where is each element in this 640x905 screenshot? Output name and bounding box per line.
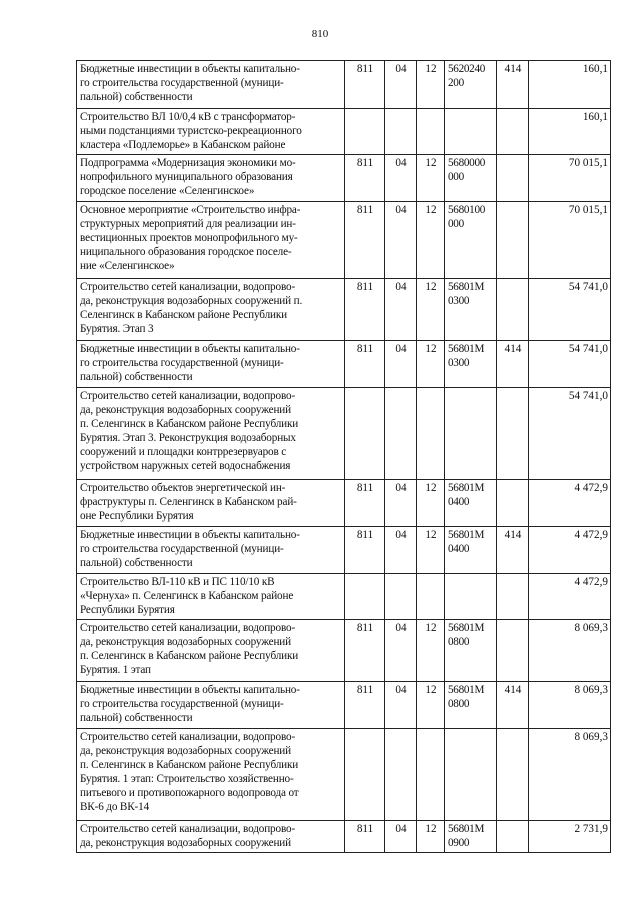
- rz-cell: 04: [385, 527, 417, 574]
- csr-cell: [445, 729, 497, 821]
- rz-cell: [385, 109, 417, 155]
- row-name: Строительство ВЛ-110 кВ и ПС 110/10 кВ «Чернуха» п. Селенгинск в Кабанском районе Республики Бурятия: [80, 576, 294, 616]
- budget-table: [76, 60, 611, 853]
- sum-cell: 8 069,3: [529, 682, 611, 729]
- row-name-cell: [77, 527, 345, 574]
- row-name-cell: [77, 729, 345, 821]
- csr-code: 56801М 0400: [448, 529, 485, 555]
- csr-cell: [445, 279, 497, 341]
- rz-cell: 04: [385, 682, 417, 729]
- sum-cell: 54 741,0: [529, 279, 611, 341]
- glava-cell: 811: [345, 61, 385, 109]
- csr-cell: [445, 480, 497, 527]
- pr-cell: 12: [417, 821, 445, 853]
- glava-cell: 811: [345, 202, 385, 279]
- row-name-cell: [77, 341, 345, 388]
- table-row: [77, 341, 611, 388]
- vr-cell: [497, 821, 529, 853]
- csr-code: 56801М 0900: [448, 823, 485, 849]
- pr-cell: [417, 388, 445, 480]
- vr-cell: [497, 155, 529, 202]
- csr-code: 56801М 0400: [448, 482, 485, 508]
- csr-cell: [445, 109, 497, 155]
- row-name-cell: [77, 682, 345, 729]
- row-name-cell: [77, 480, 345, 527]
- pr-cell: 12: [417, 480, 445, 527]
- csr-code: 5680100 000: [448, 204, 486, 230]
- glava-cell: 811: [345, 279, 385, 341]
- vr-cell: [497, 388, 529, 480]
- sum-cell: 4 472,9: [529, 574, 611, 620]
- table-row: [77, 388, 611, 480]
- table-row: [77, 821, 611, 853]
- glava-cell: 811: [345, 620, 385, 682]
- sum-cell: 4 472,9: [529, 527, 611, 574]
- csr-code: 56801М 0800: [448, 622, 485, 648]
- page-number: 810: [311, 28, 329, 40]
- glava-cell: 811: [345, 480, 385, 527]
- vr-cell: [497, 574, 529, 620]
- glava-cell: [345, 729, 385, 821]
- row-name: Подпрограмма «Модернизация экономики мо- нопрофильного муниципального образования городское поселение «Селенгинское»: [80, 157, 296, 197]
- pr-cell: [417, 729, 445, 821]
- sum-cell: 54 741,0: [529, 341, 611, 388]
- pr-cell: 12: [417, 527, 445, 574]
- row-name: Бюджетные инвестиции в объекты капитально- го строительства государственной (муници- пальной) собственности: [80, 343, 300, 383]
- table-row: [77, 202, 611, 279]
- vr-cell: [497, 202, 529, 279]
- csr-cell: [445, 821, 497, 853]
- glava-cell: [345, 388, 385, 480]
- pr-cell: 12: [417, 202, 445, 279]
- pr-cell: 12: [417, 61, 445, 109]
- sum-cell: 8 069,3: [529, 620, 611, 682]
- pr-cell: 12: [417, 279, 445, 341]
- csr-code: 5620240 200: [448, 63, 486, 89]
- sum-cell: 70 015,1: [529, 155, 611, 202]
- pr-cell: 12: [417, 341, 445, 388]
- table-row: [77, 155, 611, 202]
- sum-cell: 8 069,3: [529, 729, 611, 821]
- csr-cell: [445, 61, 497, 109]
- row-name-cell: [77, 155, 345, 202]
- row-name: Строительство объектов энергетической ин- фраструктуры п. Селенгинск в Кабанском рай- оне Республики Бурятия: [80, 482, 297, 522]
- row-name: Основное мероприятие «Строительство инфра- структурных мероприятий для реализации ин- вестиционных проектов монопрофильного му- ниципального образования городское поселе- ние «Селенгинское»: [80, 204, 301, 272]
- rz-cell: [385, 729, 417, 821]
- csr-cell: [445, 574, 497, 620]
- row-name-cell: [77, 574, 345, 620]
- row-name-cell: [77, 61, 345, 109]
- table-row: [77, 279, 611, 341]
- vr-cell: [497, 480, 529, 527]
- csr-code: 56801М 0300: [448, 343, 485, 369]
- pr-cell: 12: [417, 620, 445, 682]
- row-name-cell: [77, 821, 345, 853]
- row-name-cell: [77, 279, 345, 341]
- table-row: [77, 527, 611, 574]
- budget-table-body: [77, 61, 611, 853]
- glava-cell: 811: [345, 527, 385, 574]
- sum-cell: 4 472,9: [529, 480, 611, 527]
- row-name-cell: [77, 202, 345, 279]
- rz-cell: 04: [385, 620, 417, 682]
- table-row: [77, 480, 611, 527]
- vr-cell: 414: [497, 61, 529, 109]
- row-name: Строительство сетей канализации, водопрово- да, реконструкция водозаборных сооружений п. Селенгинск в Кабанском районе Республики Бурятия. 1 этап: Строительство хозяйственно- питьевого и противопожарного водопровода от ВК-6 до ВК-14: [80, 731, 299, 813]
- rz-cell: [385, 574, 417, 620]
- vr-cell: [497, 729, 529, 821]
- csr-cell: [445, 527, 497, 574]
- glava-cell: [345, 109, 385, 155]
- vr-cell: 414: [497, 527, 529, 574]
- row-name: Строительство сетей канализации, водопрово- да, реконструкция водозаборных сооружений п. Селенгинск в Кабанском районе Республики Бурятия. Этап 3. Реконструкция водозаборных сооружений и площадки контррезервуаров с устройством наружных сетей водоснабжения: [80, 390, 299, 472]
- rz-cell: 04: [385, 279, 417, 341]
- table-row: [77, 729, 611, 821]
- row-name: Строительство сетей канализации, водопрово- да, реконструкция водозаборных сооружений: [80, 823, 296, 849]
- rz-cell: 04: [385, 155, 417, 202]
- glava-cell: 811: [345, 155, 385, 202]
- table-row: [77, 574, 611, 620]
- row-name-cell: [77, 620, 345, 682]
- rz-cell: 04: [385, 341, 417, 388]
- row-name: Строительство сетей канализации, водопрово- да, реконструкция водозаборных сооружений п. Селенгинск в Кабанском районе Республики Бурятия. 1 этап: [80, 622, 299, 676]
- rz-cell: 04: [385, 61, 417, 109]
- glava-cell: [345, 574, 385, 620]
- rz-cell: 04: [385, 480, 417, 527]
- sum-cell: 70 015,1: [529, 202, 611, 279]
- csr-cell: [445, 388, 497, 480]
- sum-cell: 160,1: [529, 109, 611, 155]
- csr-code: 5680000 000: [448, 157, 486, 183]
- pr-cell: [417, 109, 445, 155]
- table-row: [77, 620, 611, 682]
- rz-cell: 04: [385, 202, 417, 279]
- row-name-cell: [77, 109, 345, 155]
- csr-cell: [445, 202, 497, 279]
- vr-cell: 414: [497, 682, 529, 729]
- pr-cell: [417, 574, 445, 620]
- row-name: Строительство ВЛ 10/0,4 кВ с трансформатор- ными подстанциями туристско-рекреационного кластера «Подлеморье» в Кабанском районе: [80, 111, 302, 151]
- row-name: Бюджетные инвестиции в объекты капитально- го строительства государственной (муници- пальной) собственности: [80, 63, 300, 103]
- rz-cell: 04: [385, 821, 417, 853]
- glava-cell: 811: [345, 341, 385, 388]
- glava-cell: 811: [345, 821, 385, 853]
- row-name: Бюджетные инвестиции в объекты капитально- го строительства государственной (муници- пальной) собственности: [80, 529, 300, 569]
- vr-cell: [497, 109, 529, 155]
- table-row: [77, 109, 611, 155]
- sum-cell: 2 731,9: [529, 821, 611, 853]
- pr-cell: 12: [417, 155, 445, 202]
- csr-code: 56801М 0800: [448, 684, 485, 710]
- table-row: [77, 682, 611, 729]
- row-name: Бюджетные инвестиции в объекты капитально- го строительства государственной (муници- пальной) собственности: [80, 684, 300, 724]
- table-row: [77, 61, 611, 109]
- csr-cell: [445, 682, 497, 729]
- csr-code: 56801М 0300: [448, 281, 485, 307]
- sum-cell: 54 741,0: [529, 388, 611, 480]
- vr-cell: [497, 279, 529, 341]
- csr-cell: [445, 155, 497, 202]
- sum-cell: 160,1: [529, 61, 611, 109]
- pr-cell: 12: [417, 682, 445, 729]
- vr-cell: 414: [497, 341, 529, 388]
- row-name-cell: [77, 388, 345, 480]
- glava-cell: 811: [345, 682, 385, 729]
- csr-cell: [445, 620, 497, 682]
- row-name: Строительство сетей канализации, водопрово- да, реконструкция водозаборных сооружений п. Селенгинск в Кабанском районе Республики Бурятия. Этап 3: [80, 281, 303, 335]
- vr-cell: [497, 620, 529, 682]
- rz-cell: [385, 388, 417, 480]
- csr-cell: [445, 341, 497, 388]
